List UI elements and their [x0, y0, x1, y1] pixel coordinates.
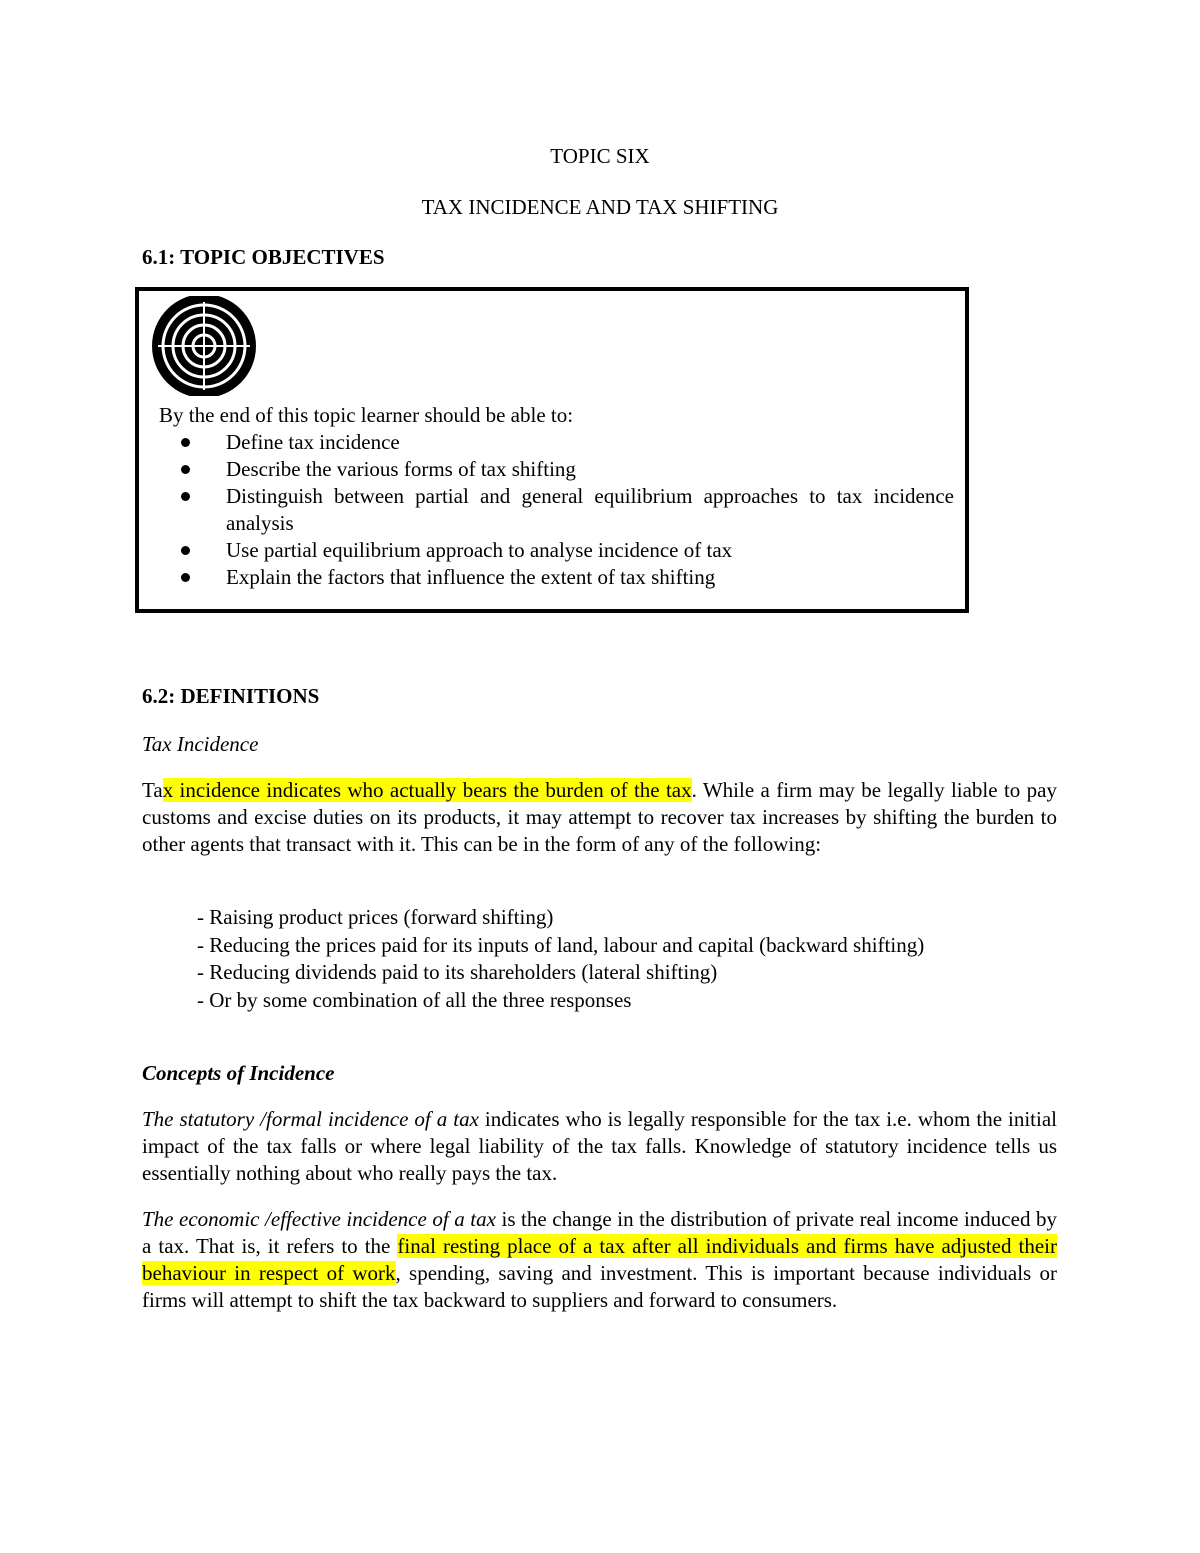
shifting-responses-list	[197, 904, 924, 1014]
definitions-heading: 6.2: DEFINITIONS	[142, 684, 320, 708]
list-item: - Reducing the prices paid for its inputs of land, labour and capital (backward shifting)	[197, 932, 925, 957]
topic-label: TOPIC SIX	[550, 144, 650, 168]
bullet-icon	[181, 546, 190, 555]
page-title: TAX INCIDENCE AND TAX SHIFTING	[421, 195, 779, 219]
term: The statutory /formal incidence of a tax	[142, 1107, 479, 1131]
list-item: - Raising product prices (forward shifting)	[197, 905, 554, 929]
list-item: - Or by some combination of all the three responses	[197, 987, 632, 1012]
list-item: - Reducing dividends paid to its shareholders (lateral shifting)	[197, 960, 718, 984]
economic-incidence-paragraph: The economic /effective incidence of a tax is the change in the distribution of private real income induced by a tax. That is, it refers to the final resting place of a tax after all individuals and firms have adjusted their behaviour in respect of work, spending, saving and investment. This is important because individuals or firms will attempt to shift the tax backward to suppliers and forward to consumers.	[142, 1207, 1057, 1312]
objectives-heading: 6.1: TOPIC OBJECTIVES	[142, 245, 385, 269]
statutory-incidence-paragraph: The statutory /formal incidence of a tax indicates who is legally responsible for the tax i.e. whom the initial impact of the tax falls or where legal liability of the tax falls. Knowledge of statutory incidence tells us essentially nothing about who really pays the tax.	[142, 1107, 1057, 1185]
objectives-list	[159, 429, 954, 591]
term: The economic /effective incidence of a tax	[142, 1207, 496, 1231]
objectives-intro: By the end of this topic learner should be able to:	[159, 403, 574, 427]
concepts-subheading: Concepts of Incidence	[142, 1061, 335, 1085]
highlighted-text: final resting place of a tax after all individuals and firms have adjusted their behaviour in respect of work	[142, 1234, 1057, 1285]
bullet-icon	[181, 492, 190, 501]
bullet-icon	[181, 573, 190, 582]
list-item: Define tax incidence	[159, 429, 954, 456]
list-item: Use partial equilibrium approach to analyse incidence of tax	[159, 537, 954, 564]
objectives-content	[159, 402, 954, 591]
tax-incidence-paragraph: Tax incidence indicates who actually bears the burden of the tax. While a firm may be legally liable to pay customs and excise duties on its products, it may attempt to recover tax increases by shifting the burden to other agents that transact with it. This can be in the form of any of the following:	[142, 778, 1057, 856]
list-item: Explain the factors that influence the extent of tax shifting	[159, 564, 954, 591]
list-item: Describe the various forms of tax shifting	[159, 456, 954, 483]
bullet-icon	[181, 438, 190, 447]
tax-incidence-subheading: Tax Incidence	[142, 732, 259, 756]
list-item: Distinguish between partial and general equilibrium approaches to tax incidence analysis	[159, 483, 954, 537]
bullet-icon	[181, 465, 190, 474]
target-icon	[150, 296, 258, 396]
highlighted-text: x incidence indicates who actually bears the burden of the tax	[162, 778, 692, 802]
